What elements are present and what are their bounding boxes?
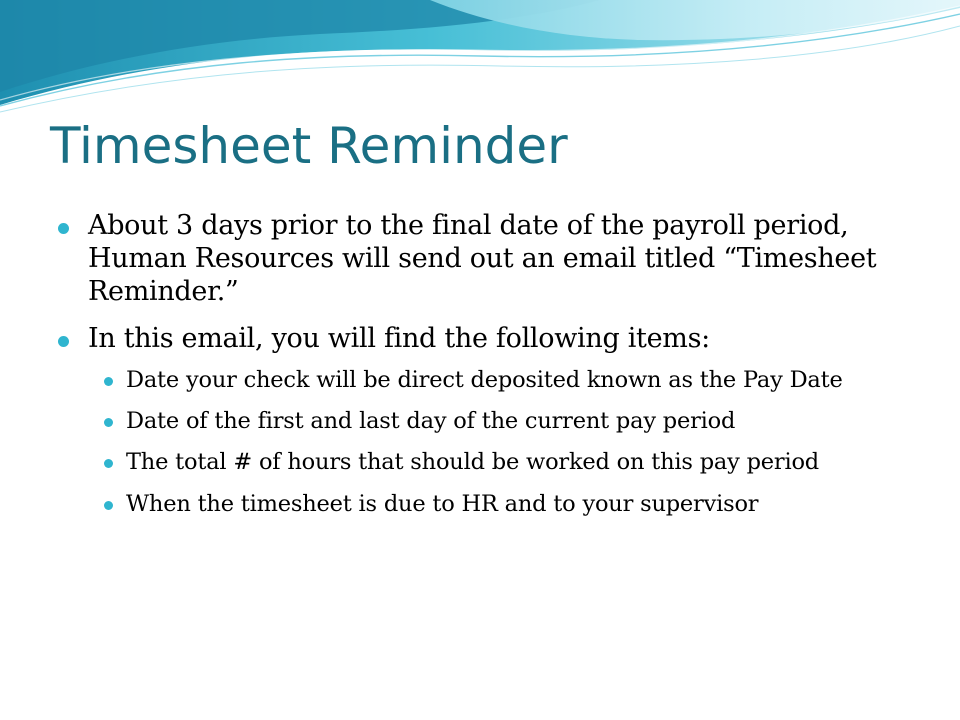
sub-bullet-item bbox=[56, 490, 916, 519]
sub-bullet-text: When the timesheet is due to HR and to your supervisor bbox=[126, 490, 759, 517]
bullet-dot-icon bbox=[104, 377, 113, 386]
sub-bullet-text: The total # of hours that should be worked on this pay period bbox=[126, 449, 819, 476]
sub-bullet-item bbox=[56, 407, 916, 436]
bullet-dot-icon bbox=[58, 336, 69, 347]
bullet-item bbox=[56, 210, 916, 309]
bullet-dot-icon bbox=[58, 223, 69, 234]
sub-bullet-text: Date of the first and last day of the current pay period bbox=[126, 408, 736, 434]
sub-bullet-item bbox=[56, 366, 916, 395]
sub-bullet-item bbox=[56, 448, 916, 477]
bullet-item bbox=[56, 323, 916, 519]
bullet-dot-icon bbox=[104, 459, 113, 468]
bullet-text: About 3 days prior to the final date of the payroll period, Human Resources will send out an email titled “Timesheet Reminder.” bbox=[88, 210, 877, 307]
bullet-dot-icon bbox=[104, 501, 113, 510]
slide-title: Timesheet Reminder bbox=[50, 117, 568, 175]
bullet-dot-icon bbox=[104, 418, 113, 427]
sub-bullet-list bbox=[56, 366, 916, 519]
bullet-list bbox=[56, 210, 916, 533]
decorative-wave-header bbox=[0, 0, 960, 120]
bullet-text: In this email, you will find the following items: bbox=[88, 322, 710, 354]
sub-bullet-text: Date your check will be direct deposited known as the Pay Date bbox=[126, 366, 843, 393]
